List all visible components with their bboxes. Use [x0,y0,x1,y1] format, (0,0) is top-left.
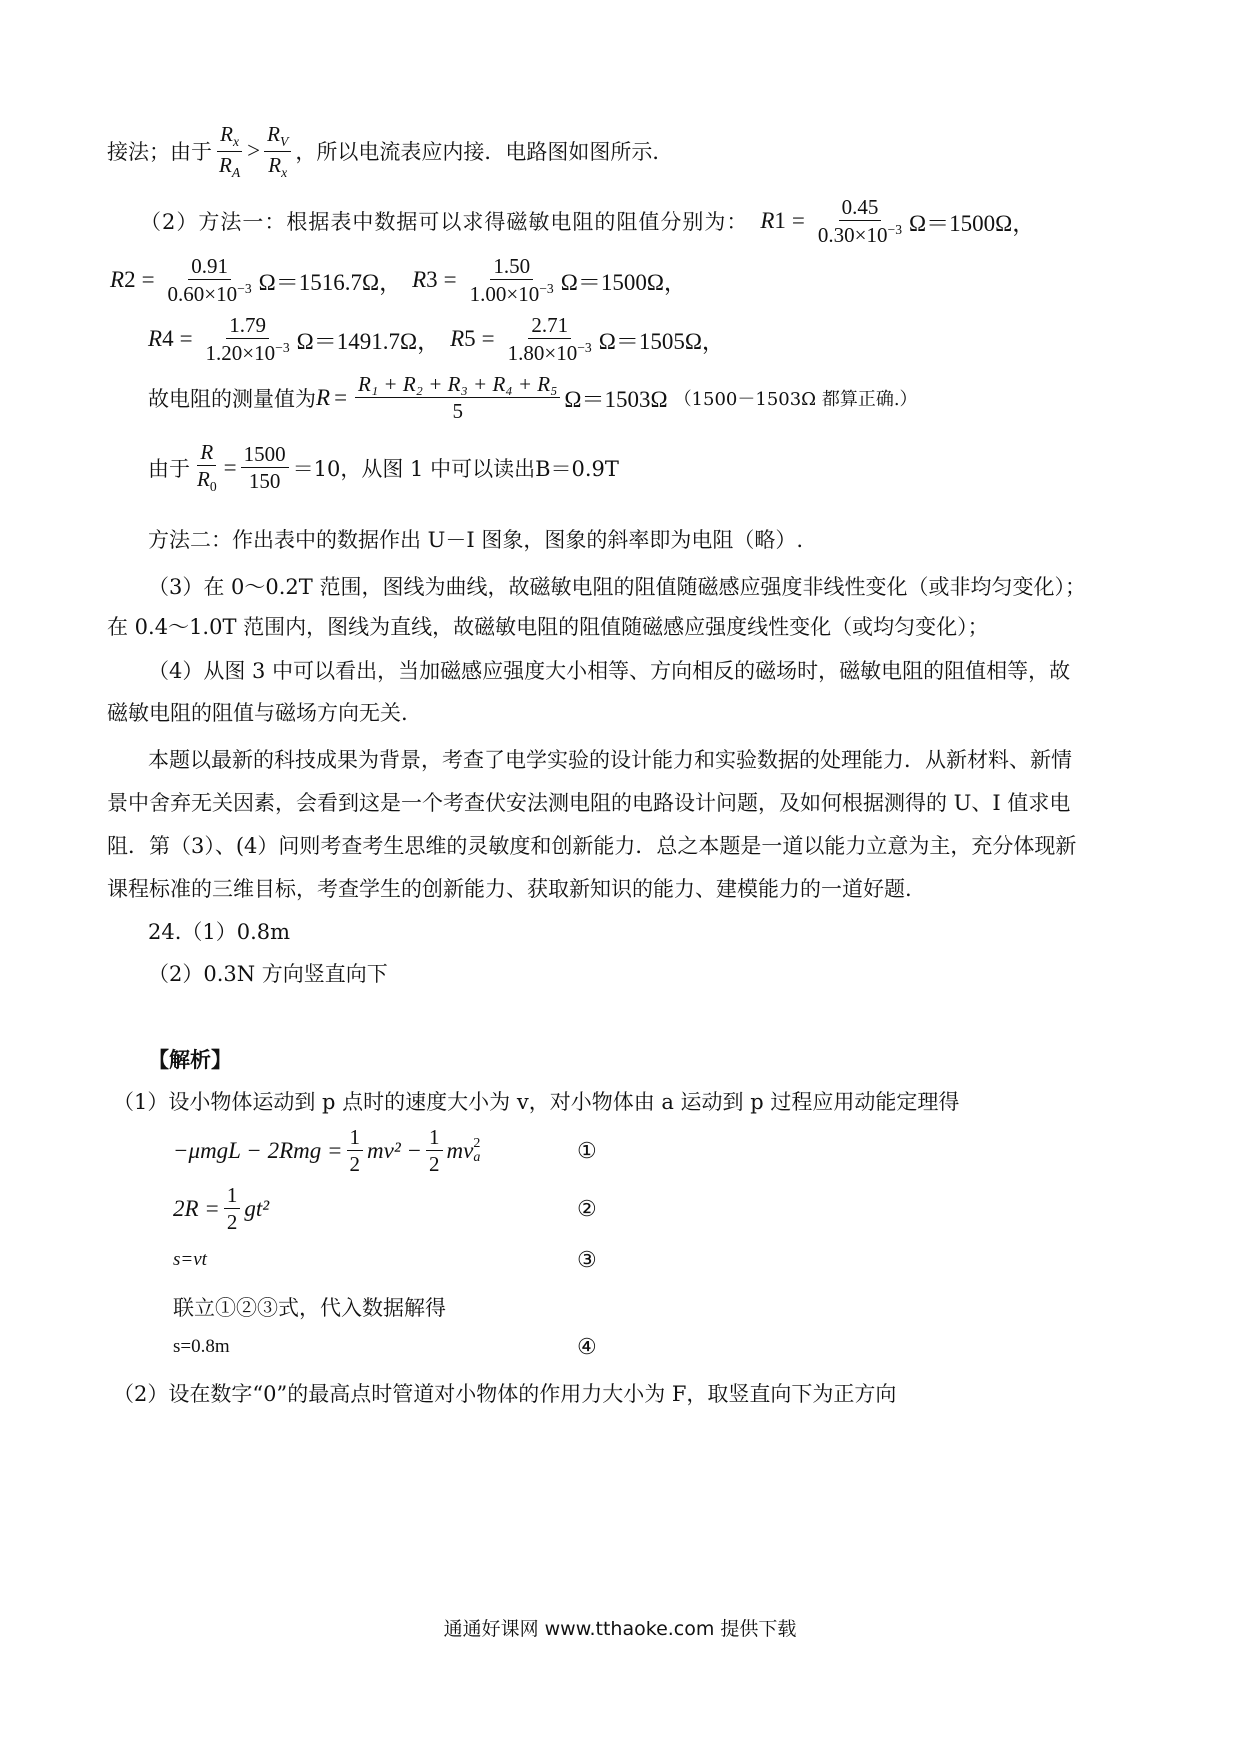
tolerance-note: （1500－1503Ω 都算正确.） [673,388,918,410]
fraction-average: $\frac{\text{R₁ + R₂ + R₃ + R₄ + R₅}}{5}$ [355,372,560,423]
text-segment: ＝10，从图 1 中可以读出 [292,456,536,481]
paragraph-commentary-3: 阻．第（3）、(4）问则考查考生思维的灵敏度和创新能力．总之本题是一道以能力立意为主，充分体现新 [107,834,1077,858]
answer-24-part-1: 24.（1）0.8m [148,920,291,944]
fraction-half: $\frac{1}{2}$ [347,1125,364,1176]
fraction-half: $\frac{1}{2}$ [224,1183,241,1234]
fraction-rv-rx: $\frac{R_V}{R_x}$ [264,122,291,181]
fraction-r3: $\frac{1.50}{1.00\times 10^{-3}}$ [469,254,554,307]
paragraph-commentary-4: 课程标准的三维目标，考查学生的创新能力、获取新知识的能力、建模能力的一道好题. [107,877,912,901]
equation-r4-r5: R 4 = $\frac{1.79}{1.20\times 10^{-3}}$ Ω＝1491.7Ω， R 5 = $\frac{2.71}{1.80\times 10^{-3}}$ Ω＝1505Ω， [148,313,725,366]
equation-1: −μmgL − 2Rmg = $\frac{1}{2}$ mv² − $\frac{1}{2}$ mv 2 a [173,1125,481,1177]
text-segment: 接法；由于 [107,140,212,165]
text-segment: （2）方法一：根据表中数据可以求得磁敏电阻的阻值分别为： [140,210,749,235]
fraction-r5: $\frac{2.71}{1.80\times 10^{-3}}$ [507,313,592,366]
paragraph-method-two: 方法二：作出表中的数据作出 U－I 图象，图象的斜率即为电阻（略）. [148,528,804,552]
paragraph-method-one: （2）方法一：根据表中数据可以求得磁敏电阻的阻值分别为： R 1 = $\frac{0.45}{0.30\times 10^{-3}}$ Ω＝1500Ω， [140,195,1036,248]
r2-result: Ω＝1516.7Ω， [258,269,403,295]
text-segment: ，所以电流表应内接．电路图如图所示． [295,140,674,165]
solution-part-1: （1）设小物体运动到 p 点时的速度大小为 v，对小物体由 a 运动到 p 过程应用动能定理得 [113,1090,960,1114]
fraction-half: $\frac{1}{2}$ [426,1125,443,1176]
fraction-r4: $\frac{1.79}{1.20\times 10^{-3}}$ [205,313,290,366]
paragraph-commentary-1: 本题以最新的科技成果为背景，考查了电学实验的设计能力和实验数据的处理能力．从新材料、新情 [148,748,1072,772]
b-result: B＝0.9T [535,456,619,481]
r1-result: Ω＝1500Ω， [909,210,1036,236]
text-segment: 故电阻的测量值为 [148,386,316,411]
equation-marker-1: ① [577,1139,597,1164]
paragraph-point-3: （3）在 0～0.2T 范围，图线为曲线，故磁敏电阻的阻值随磁感应强度非线性变化（或非均匀变化）； [148,575,1086,599]
solution-part-2: （2）设在数字“0”的最高点时管道对小物体的作用力大小为 F，取竖直向下为正方向 [113,1382,897,1406]
paragraph-connection: 接法；由于 $\frac{R_x}{R_A}$ > $\frac{R_V}{R_x}$ ，所以电流表应内接．电路图如图所示． [107,122,674,181]
fraction-1500-150: $\frac{1500}{150}$ [241,442,289,493]
r4-result: Ω＝1491.7Ω， [296,328,441,354]
equation-2: 2R = $\frac{1}{2}$ gt² [173,1183,270,1235]
equation-marker-3: ③ [577,1248,597,1273]
answer-24-part-2: （2）0.3N 方向竖直向下 [148,962,388,986]
r3-result: Ω＝1500Ω， [560,269,687,295]
analysis-heading: 【解析】 [148,1047,232,1072]
equation-ratio: 由于 $\frac{R}{R_0}$ = $\frac{1500}{150}$ ＝10，从图 1 中可以读出 B＝0.9T [148,440,619,495]
solve-instruction: 联立①②③式，代入数据解得 [173,1296,446,1320]
r5-result: Ω＝1505Ω， [598,328,725,354]
equation-r2-r3: R 2 = $\frac{0.91}{0.60\times 10^{-3}}$ Ω＝1516.7Ω， R 3 = $\frac{1.50}{1.00\times 10^{-3}}$ Ω＝1500Ω， [110,254,687,307]
equation-average-resistance: 故电阻的测量值为 R = $\frac{\text{R₁ + R₂ + R₃ + R₄ + R₅}}{5}$ Ω＝1503Ω （1500－1503Ω 都算正确.） [148,372,918,424]
equation-4: s=0.8m [173,1336,230,1357]
equation-marker-2: ② [577,1197,597,1222]
paragraph-point-4-cont: 磁敏电阻的阻值与磁场方向无关. [107,701,408,725]
fraction-r2: $\frac{0.91}{0.60\times 10^{-3}}$ [167,254,252,307]
paragraph-commentary-2: 景中舍弃无关因素，会看到这是一个考查伏安法测电阻的电路设计问题，及如何根据测得的 U、I 值求电 [107,791,1071,815]
equation-marker-4: ④ [577,1335,597,1360]
footer-source: 通通好课网 www.tthaoke.com 提供下载 [443,1618,797,1640]
equation-3: s=vt [173,1249,207,1270]
fraction-r1: $\frac{0.45}{0.30\times 10^{-3}}$ [817,195,903,248]
paragraph-point-3-cont: 在 0.4～1.0T 范围内，图线为直线，故磁敏电阻的阻值随磁感应强度线性变化（或均匀变化）； [107,615,989,639]
average-result: Ω＝1503Ω [564,387,668,413]
fraction-rx-ra: $\frac{R_x}{R_A}$ [219,122,241,181]
paragraph-point-4: （4）从图 3 中可以看出，当加磁感应强度大小相等、方向相反的磁场时，磁敏电阻的阻值相等，故 [148,659,1071,683]
text-segment: 由于 [148,456,190,481]
fraction-r-r0: $\frac{R}{R_0}$ [197,440,217,495]
